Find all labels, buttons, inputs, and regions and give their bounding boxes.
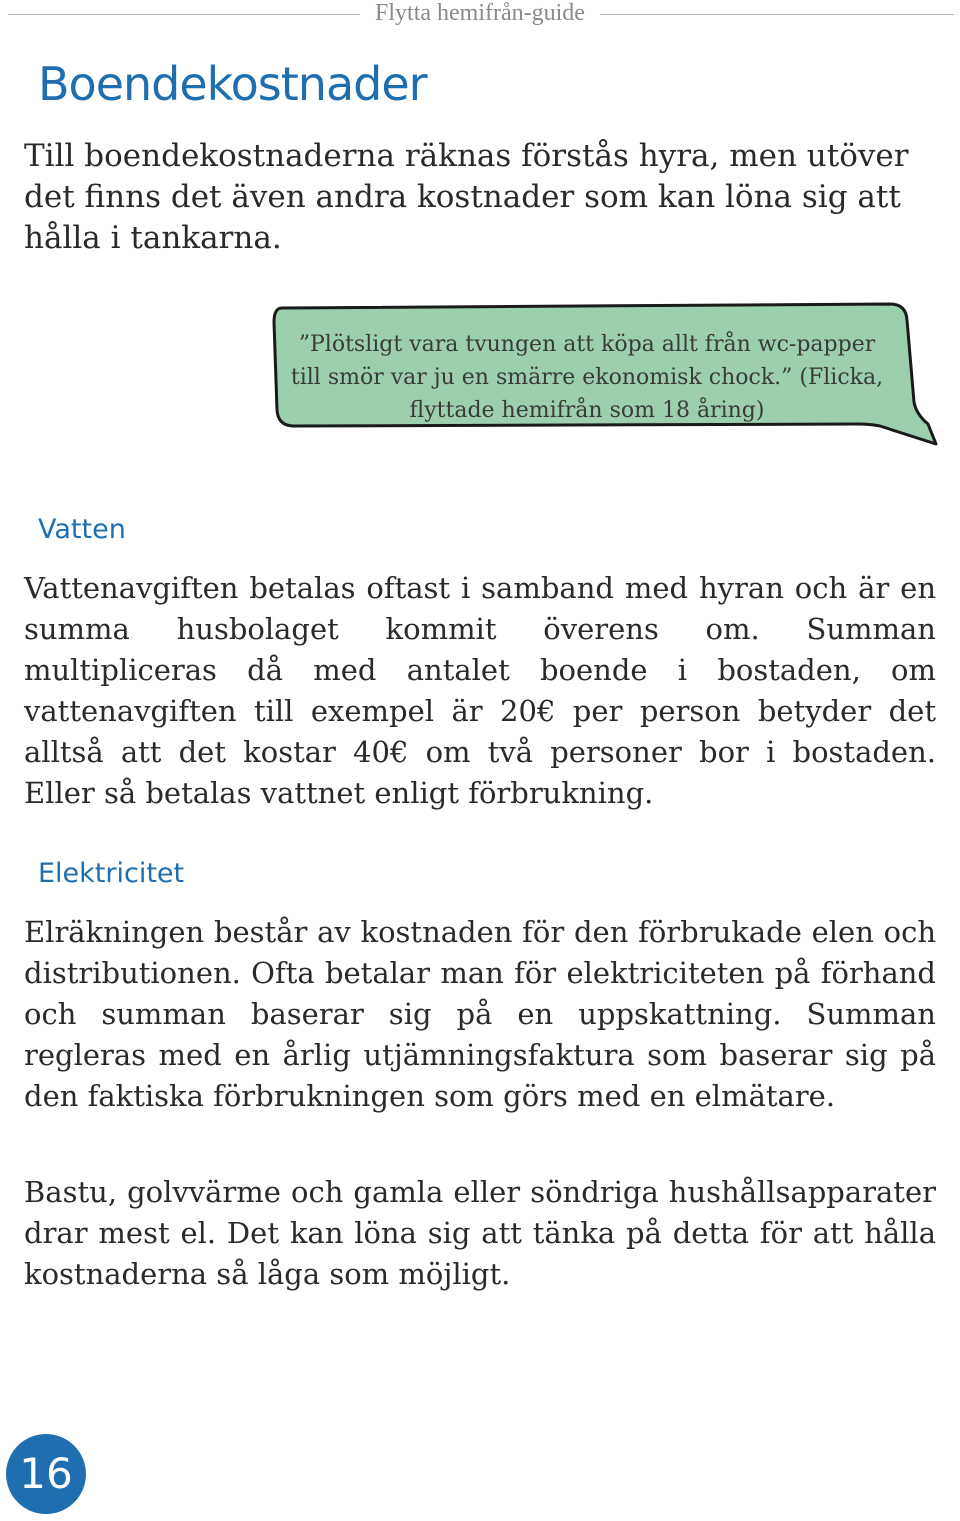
quote-speech-bubble	[268, 302, 940, 448]
quote-text: ”Plötsligt vara tvungen att köpa allt från wc-papper till smör var ju en smärre ekonomisk chock.” (Flicka, flyttade hemifrån som 18 åring)	[290, 332, 884, 423]
elektricitet-paragraph-2: Bastu, golvvärme och gamla eller söndriga hushållsapparater drar mest el. Det kan löna sig att tänka på detta för att hålla kostnaderna så låga som möjligt.	[24, 1175, 936, 1291]
running-head: Flytta hemifrån-guide	[360, 0, 600, 26]
section-heading-elektricitet: Elektricitet	[38, 858, 185, 889]
page-number-badge: 16	[6, 1434, 86, 1514]
vatten-paragraph: Vattenavgiften betalas oftast i samband med hyran och är en summa husbolaget kommit överens om. Summan multipliceras då med antalet boende i bostaden, om vattenavgiften till exempel är 20€ per person betyder det alltså att det kostar 40€ om två personer bor i bostaden. Eller så betalas vattnet enligt förbrukning.	[24, 571, 936, 810]
elektricitet-paragraph-1: Elräkningen består av kostnaden för den förbrukade elen och distributionen. Ofta betalar man för elektriciteten på förhand och summan baserar sig på en uppskattning. Summan regleras med en årlig utjämningsfaktura som baserar sig på den faktiska förbrukningen som görs med en elmätare.	[24, 915, 936, 1113]
intro-paragraph: Till boendekostnaderna räknas förstås hyra, men utöver det finns det även andra kostnader som kan löna sig att hålla i tankarna.	[24, 138, 909, 256]
section-heading-vatten: Vatten	[38, 514, 126, 545]
page-title: Boendekostnader	[38, 57, 427, 111]
